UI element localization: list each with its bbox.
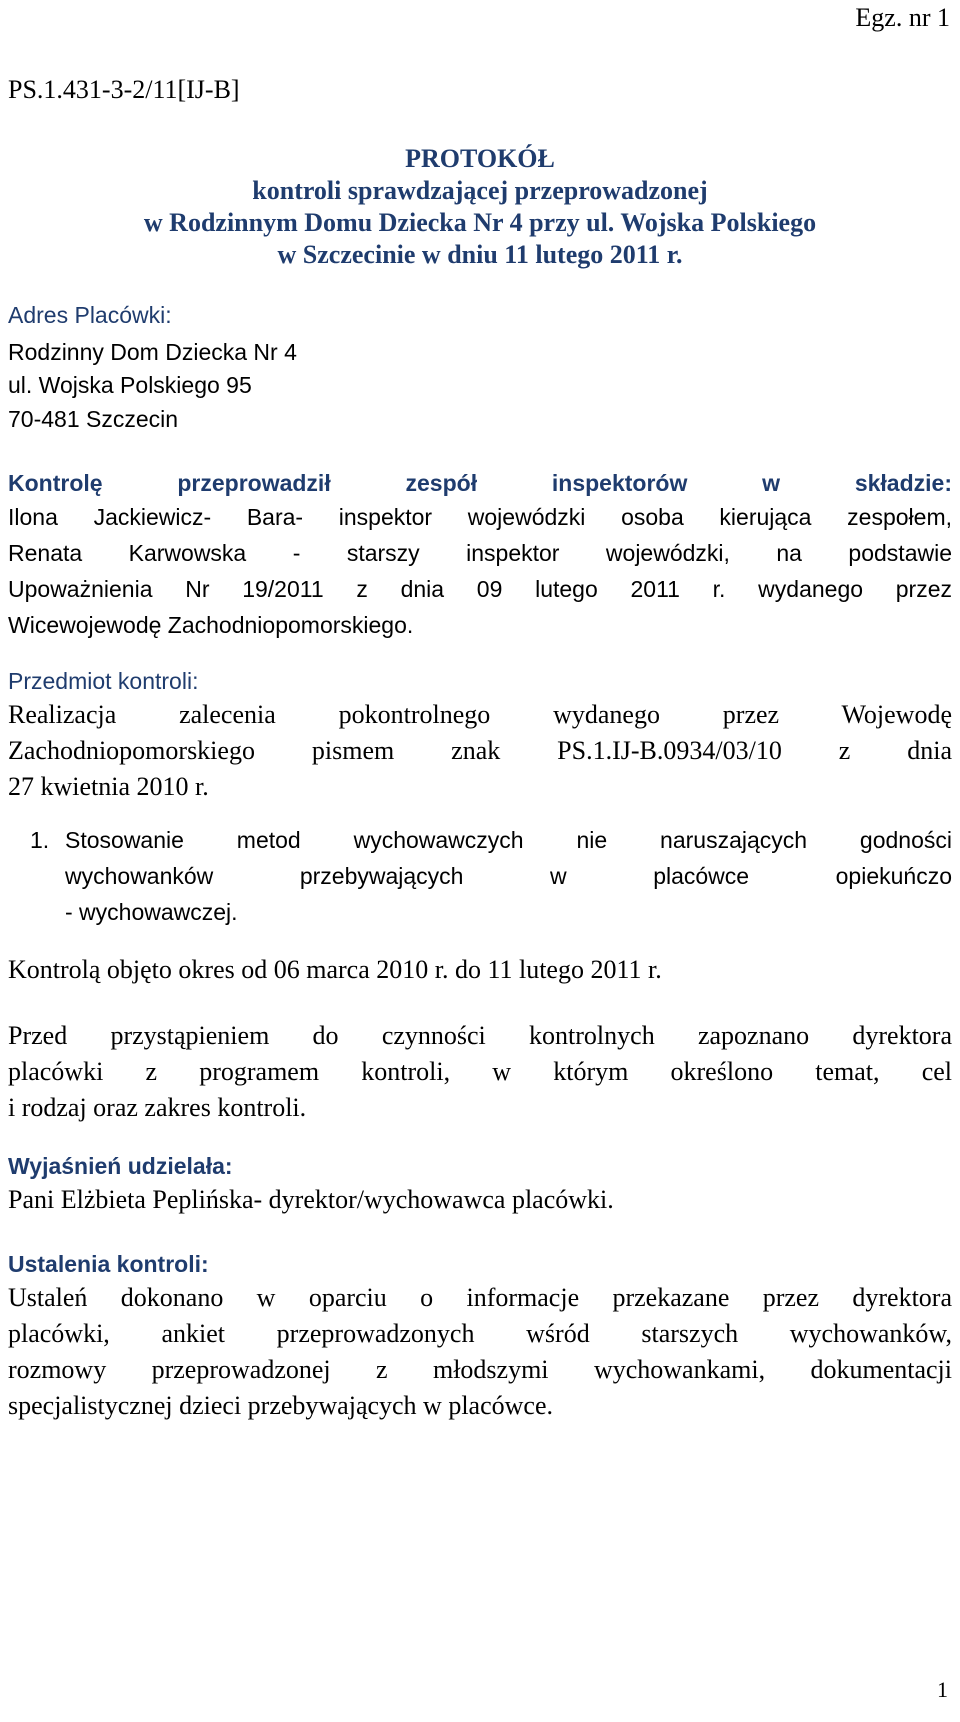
control-period: Kontrolą objęto okres od 06 marca 2010 r. do 11 lutego 2011 r. bbox=[8, 955, 662, 984]
document-title: PROTOKÓŁ bbox=[405, 144, 555, 173]
team-label-text: Kontrolę przeprowadził zespół inspektorów w składzie: bbox=[8, 470, 952, 496]
findings-line-3: rozmowy przeprowadzonej z młodszymi wychowankami, dokumentacji bbox=[8, 1355, 952, 1384]
team-line-3: Upoważnienia Nr 19/2011 z dnia 09 lutego 2011 r. wydanego przez bbox=[8, 576, 952, 602]
item-number: 1. bbox=[30, 827, 50, 853]
subject-block bbox=[8, 697, 952, 805]
explanations-text: Pani Elżbieta Peplińska- dyrektor/wychowawca placówki. bbox=[8, 1185, 614, 1214]
team-line-4: Wicewojewodę Zachodniopomorskiego. bbox=[8, 612, 414, 638]
address-line-2: ul. Wojska Polskiego 95 bbox=[8, 372, 252, 398]
explanations-label: Wyjaśnień udzielała: bbox=[8, 1153, 233, 1179]
findings-line-1: Ustaleń dokonano w oparciu o informacje przekazane przez dyrektora bbox=[8, 1283, 952, 1312]
page-number: 1 bbox=[937, 1677, 948, 1702]
item-line-3: - wychowawczej. bbox=[65, 899, 238, 925]
item-line-2: wychowanków przebywających w placówce opiekuńczo bbox=[65, 863, 952, 889]
title-line-1: kontroli sprawdzającej przeprowadzonej bbox=[252, 176, 708, 205]
item-line-1: Stosowanie metod wychowawczych nie naruszających godności bbox=[65, 827, 952, 853]
intro-line-1: Przed przystąpieniem do czynności kontrolnych zapoznano dyrektora bbox=[8, 1021, 952, 1050]
subject-label: Przedmiot kontroli: bbox=[8, 668, 199, 694]
exhibit-number: Egz. nr 1 bbox=[855, 3, 950, 32]
team-line-1: Ilona Jackiewicz- Bara- inspektor wojewódzki osoba kierująca zespołem, bbox=[8, 504, 952, 530]
address-label: Adres Placówki: bbox=[8, 302, 172, 328]
findings-block bbox=[8, 1280, 952, 1424]
address-line-1: Rodzinny Dom Dziecka Nr 4 bbox=[8, 339, 297, 365]
reference-number: PS.1.431-3-2/11[IJ-B] bbox=[8, 75, 240, 104]
team-block bbox=[8, 499, 952, 643]
intro-line-2: placówki z programem kontroli, w którym określono temat, cel bbox=[8, 1057, 952, 1086]
subject-line-1: Realizacja zalecenia pokontrolnego wydanego przez Wojewodę bbox=[8, 700, 952, 729]
findings-line-4: specjalistycznej dzieci przebywających w placówce. bbox=[8, 1391, 553, 1420]
item-block bbox=[65, 822, 952, 930]
intro-block bbox=[8, 1018, 952, 1126]
intro-line-3: i rodzaj oraz zakres kontroli. bbox=[8, 1093, 307, 1122]
team-line-2: Renata Karwowska - starszy inspektor wojewódzki, na podstawie bbox=[8, 540, 952, 566]
title-line-2: w Rodzinnym Domu Dziecka Nr 4 przy ul. Wojska Polskiego bbox=[143, 208, 817, 237]
findings-line-2: placówki, ankiet przeprowadzonych wśród starszych wychowanków, bbox=[8, 1319, 952, 1348]
team-label bbox=[8, 465, 952, 501]
title-line-3: w Szczecinie w dniu 11 lutego 2011 r. bbox=[277, 240, 683, 269]
subject-line-3: 27 kwietnia 2010 r. bbox=[8, 772, 209, 801]
findings-label: Ustalenia kontroli: bbox=[8, 1251, 209, 1277]
address-line-3: 70-481 Szczecin bbox=[8, 406, 179, 432]
subject-line-2: Zachodniopomorskiego pismem znak PS.1.IJ-B.0934/03/10 z dnia bbox=[8, 736, 952, 765]
